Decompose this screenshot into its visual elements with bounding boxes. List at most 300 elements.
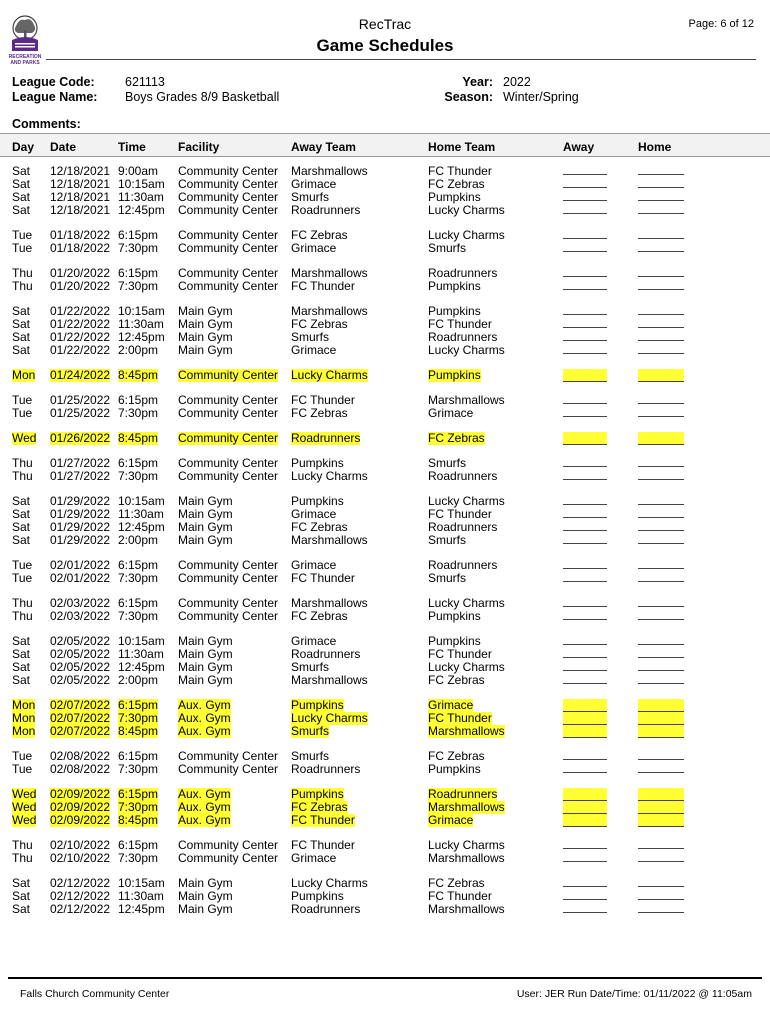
game-day-group <box>0 839 770 865</box>
facility-cell: Main Gym <box>178 673 233 687</box>
home-score-blank <box>638 508 684 518</box>
season-value: Winter/Spring <box>503 90 579 104</box>
home-team-cell: FC Thunder <box>428 647 492 661</box>
home-score-blank <box>638 852 684 862</box>
game-row <box>0 470 770 483</box>
time-cell: 10:15am <box>118 876 165 890</box>
home-team-cell: Grimace <box>428 406 474 420</box>
date-cell: 02/07/2022 <box>50 724 111 738</box>
date-cell: 02/10/2022 <box>50 838 111 852</box>
away-score-blank <box>563 814 607 827</box>
game-row <box>0 801 770 814</box>
time-cell: 6:15pm <box>118 266 159 280</box>
away-score-blank <box>563 394 607 404</box>
app-title: RecTrac <box>358 16 412 32</box>
time-cell: 7:30pm <box>118 406 159 420</box>
home-team-cell: FC Thunder <box>428 711 492 725</box>
away-score-blank <box>563 839 607 849</box>
day-cell: Tue <box>12 558 33 572</box>
away-score-blank <box>563 204 607 214</box>
away-score-blank <box>563 635 607 645</box>
time-cell: 6:15pm <box>118 228 159 242</box>
facility-cell: Main Gym <box>178 343 233 357</box>
game-day-group <box>0 635 770 687</box>
time-cell: 11:30am <box>118 647 164 661</box>
footer-run-info: User: JER Run Date/Time: 01/11/2022 @ 11:05am <box>516 988 752 1000</box>
facility-cell: Aux. Gym <box>178 800 231 814</box>
time-cell: 2:00pm <box>118 533 159 547</box>
facility-cell: Community Center <box>178 596 279 610</box>
away-team-cell: Smurfs <box>291 724 330 738</box>
time-cell: 10:15am <box>118 177 165 191</box>
facility-cell: Aux. Gym <box>178 813 231 827</box>
date-cell: 01/27/2022 <box>50 456 111 470</box>
game-row <box>0 661 770 674</box>
col-day: Day <box>12 140 35 154</box>
away-score-blank <box>563 852 607 862</box>
away-score-blank <box>563 178 607 188</box>
time-cell: 12:45pm <box>118 902 165 916</box>
facility-cell: Main Gym <box>178 494 233 508</box>
home-team-cell: Lucky Charms <box>428 660 505 674</box>
meta-labels-left <box>12 75 97 105</box>
away-team-cell: Marshmallows <box>291 266 368 280</box>
away-team-cell: Smurfs <box>291 190 330 204</box>
away-team-cell: Roadrunners <box>291 431 361 445</box>
day-cell: Tue <box>12 749 33 763</box>
time-cell: 2:00pm <box>118 343 159 357</box>
game-day-group <box>0 597 770 623</box>
league-code-value: 621113 <box>125 75 165 89</box>
time-cell: 6:15pm <box>118 558 159 572</box>
facility-cell: Community Center <box>178 228 279 242</box>
date-cell: 02/03/2022 <box>50 596 111 610</box>
facility-cell: Community Center <box>178 279 279 293</box>
time-cell: 6:15pm <box>118 749 159 763</box>
facility-cell: Community Center <box>178 609 279 623</box>
away-team-cell: Roadrunners <box>291 902 361 916</box>
facility-cell: Main Gym <box>178 660 233 674</box>
day-cell: Sat <box>12 647 31 661</box>
day-cell: Mon <box>12 711 36 725</box>
game-row <box>0 191 770 204</box>
home-score-blank <box>638 280 684 290</box>
day-cell: Thu <box>12 851 33 865</box>
away-score-blank <box>563 801 607 814</box>
home-score-blank <box>638 432 684 445</box>
home-score-blank <box>638 521 684 531</box>
date-cell: 02/05/2022 <box>50 660 111 674</box>
facility-cell: Community Center <box>178 469 279 483</box>
facility-cell: Aux. Gym <box>178 724 231 738</box>
home-team-cell: FC Zebras <box>428 431 485 445</box>
time-cell: 7:30pm <box>118 469 159 483</box>
day-cell: Mon <box>12 698 36 712</box>
home-score-blank <box>638 712 684 725</box>
day-cell: Thu <box>12 279 33 293</box>
away-score-blank <box>563 508 607 518</box>
game-row <box>0 699 770 712</box>
time-cell: 7:30pm <box>118 279 159 293</box>
time-cell: 6:15pm <box>118 596 159 610</box>
game-row <box>0 839 770 852</box>
home-team-cell: Pumpkins <box>428 304 481 318</box>
away-score-blank <box>563 534 607 544</box>
home-score-blank <box>638 635 684 645</box>
game-row <box>0 648 770 661</box>
date-cell: 01/22/2022 <box>50 343 111 357</box>
home-team-cell: FC Thunder <box>428 889 492 903</box>
day-cell: Tue <box>12 406 33 420</box>
day-cell: Sat <box>12 634 31 648</box>
day-cell: Sat <box>12 317 31 331</box>
date-cell: 01/29/2022 <box>50 533 111 547</box>
home-team-cell: FC Zebras <box>428 749 485 763</box>
facility-cell: Community Center <box>178 241 279 255</box>
facility-cell: Main Gym <box>178 330 233 344</box>
home-score-blank <box>638 204 684 214</box>
away-team-cell: Marshmallows <box>291 304 368 318</box>
away-score-blank <box>563 495 607 505</box>
col-home-team: Home Team <box>428 140 496 154</box>
away-score-blank <box>563 903 607 913</box>
home-team-cell: Smurfs <box>428 533 467 547</box>
day-cell: Sat <box>12 876 31 890</box>
time-cell: 9:00am <box>118 164 159 178</box>
away-score-blank <box>563 407 607 417</box>
home-score-blank <box>638 788 684 801</box>
away-team-cell: FC Thunder <box>291 279 355 293</box>
home-score-blank <box>638 572 684 582</box>
away-score-blank <box>563 699 607 712</box>
footer-divider <box>8 977 762 979</box>
home-score-blank <box>638 331 684 341</box>
facility-cell: Community Center <box>178 266 279 280</box>
game-row <box>0 597 770 610</box>
game-row <box>0 242 770 255</box>
home-score-blank <box>638 318 684 328</box>
col-away-team: Away Team <box>291 140 356 154</box>
home-team-cell: FC Zebras <box>428 876 485 890</box>
facility-cell: Community Center <box>178 762 279 776</box>
year-label: Year: <box>462 75 493 89</box>
day-cell: Thu <box>12 609 33 623</box>
time-cell: 12:45pm <box>118 660 165 674</box>
facility-cell: Community Center <box>178 177 279 191</box>
day-cell: Thu <box>12 266 33 280</box>
home-score-blank <box>638 369 684 382</box>
facility-cell: Aux. Gym <box>178 711 231 725</box>
home-score-blank <box>638 495 684 505</box>
time-cell: 7:30pm <box>118 851 159 865</box>
away-score-blank <box>563 267 607 277</box>
day-cell: Thu <box>12 838 33 852</box>
day-cell: Sat <box>12 660 31 674</box>
away-score-blank <box>563 661 607 671</box>
date-cell: 01/24/2022 <box>50 368 111 382</box>
away-score-blank <box>563 344 607 354</box>
day-cell: Tue <box>12 241 33 255</box>
game-day-group <box>0 788 770 827</box>
game-day-group <box>0 305 770 357</box>
home-team-cell: Smurfs <box>428 571 467 585</box>
time-cell: 10:15am <box>118 304 165 318</box>
facility-cell: Community Center <box>178 190 279 204</box>
date-cell: 01/27/2022 <box>50 469 111 483</box>
time-cell: 10:15am <box>118 634 165 648</box>
home-score-blank <box>638 801 684 814</box>
facility-cell: Aux. Gym <box>178 698 231 712</box>
date-cell: 02/12/2022 <box>50 902 111 916</box>
date-cell: 01/20/2022 <box>50 266 111 280</box>
day-cell: Tue <box>12 762 33 776</box>
time-cell: 11:30am <box>118 507 164 521</box>
day-cell: Thu <box>12 469 33 483</box>
time-cell: 8:45pm <box>118 724 159 738</box>
facility-cell: Main Gym <box>178 317 233 331</box>
home-score-blank <box>638 750 684 760</box>
game-day-group <box>0 165 770 217</box>
away-score-blank <box>563 597 607 607</box>
game-row <box>0 331 770 344</box>
meta-labels-right <box>400 75 493 105</box>
away-score-blank <box>563 305 607 315</box>
date-cell: 01/20/2022 <box>50 279 111 293</box>
facility-cell: Aux. Gym <box>178 787 231 801</box>
facility-cell: Community Center <box>178 203 279 217</box>
game-row <box>0 432 770 445</box>
page-number: Page: 6 of 12 <box>688 18 754 30</box>
time-cell: 6:15pm <box>118 787 159 801</box>
home-team-cell: Marshmallows <box>428 800 505 814</box>
facility-cell: Main Gym <box>178 902 233 916</box>
home-score-blank <box>638 725 684 738</box>
home-team-cell: Roadrunners <box>428 266 498 280</box>
away-team-cell: Pumpkins <box>291 698 344 712</box>
time-cell: 7:30pm <box>118 800 159 814</box>
home-team-cell: Pumpkins <box>428 279 481 293</box>
home-score-blank <box>638 344 684 354</box>
date-cell: 01/25/2022 <box>50 393 111 407</box>
away-team-cell: FC Zebras <box>291 406 348 420</box>
home-team-cell: Lucky Charms <box>428 494 505 508</box>
game-row <box>0 534 770 547</box>
away-team-cell: FC Thunder <box>291 571 355 585</box>
facility-cell: Community Center <box>178 431 279 445</box>
home-score-blank <box>638 648 684 658</box>
day-cell: Wed <box>12 431 37 445</box>
away-team-cell: FC Thunder <box>291 813 355 827</box>
away-score-blank <box>563 674 607 684</box>
time-cell: 7:30pm <box>118 711 159 725</box>
col-facility: Facility <box>178 140 220 154</box>
facility-cell: Main Gym <box>178 304 233 318</box>
day-cell: Sat <box>12 203 31 217</box>
away-score-blank <box>563 470 607 480</box>
game-row <box>0 750 770 763</box>
date-cell: 01/25/2022 <box>50 406 111 420</box>
day-cell: Mon <box>12 368 36 382</box>
home-team-cell: FC Zebras <box>428 673 485 687</box>
game-row <box>0 369 770 382</box>
home-score-blank <box>638 534 684 544</box>
game-row <box>0 763 770 776</box>
home-team-cell: Marshmallows <box>428 393 505 407</box>
home-score-blank <box>638 763 684 773</box>
away-team-cell: Pumpkins <box>291 456 344 470</box>
away-score-blank <box>563 572 607 582</box>
date-cell: 02/12/2022 <box>50 876 111 890</box>
away-team-cell: Smurfs <box>291 749 330 763</box>
day-cell: Sat <box>12 507 31 521</box>
game-row <box>0 344 770 357</box>
game-row <box>0 318 770 331</box>
date-cell: 02/12/2022 <box>50 889 111 903</box>
day-cell: Wed <box>12 787 37 801</box>
facility-cell: Community Center <box>178 571 279 585</box>
col-date: Date <box>50 140 77 154</box>
home-team-cell: Smurfs <box>428 241 467 255</box>
away-score-blank <box>563 890 607 900</box>
facility-cell: Community Center <box>178 393 279 407</box>
away-team-cell: FC Thunder <box>291 393 355 407</box>
home-score-blank <box>638 674 684 684</box>
date-cell: 02/08/2022 <box>50 762 111 776</box>
season-label: Season: <box>444 90 493 104</box>
col-home-score: Home <box>638 140 672 154</box>
game-row <box>0 788 770 801</box>
away-team-cell: Roadrunners <box>291 647 361 661</box>
day-cell: Sat <box>12 902 31 916</box>
away-score-blank <box>563 191 607 201</box>
away-score-blank <box>563 242 607 252</box>
away-score-blank <box>563 788 607 801</box>
game-row <box>0 559 770 572</box>
report-title: Game Schedules <box>316 36 454 55</box>
date-cell: 01/22/2022 <box>50 317 111 331</box>
date-cell: 01/29/2022 <box>50 507 111 521</box>
col-time: Time <box>118 140 146 154</box>
home-score-blank <box>638 165 684 175</box>
away-score-blank <box>563 559 607 569</box>
away-score-blank <box>563 610 607 620</box>
home-score-blank <box>638 191 684 201</box>
date-cell: 01/22/2022 <box>50 330 111 344</box>
game-row <box>0 394 770 407</box>
home-team-cell: Lucky Charms <box>428 838 505 852</box>
home-team-cell: Lucky Charms <box>428 343 505 357</box>
meta-values-left <box>125 75 279 105</box>
game-day-group <box>0 457 770 483</box>
time-cell: 11:30am <box>118 190 164 204</box>
game-row <box>0 508 770 521</box>
away-score-blank <box>563 229 607 239</box>
game-day-group <box>0 394 770 420</box>
home-team-cell: Roadrunners <box>428 469 498 483</box>
col-away-score: Away <box>563 140 595 154</box>
day-cell: Wed <box>12 813 37 827</box>
day-cell: Sat <box>12 330 31 344</box>
game-row <box>0 635 770 648</box>
home-team-cell: FC Thunder <box>428 317 492 331</box>
time-cell: 6:15pm <box>118 698 159 712</box>
game-row <box>0 204 770 217</box>
home-team-cell: Lucky Charms <box>428 596 505 610</box>
home-score-blank <box>638 305 684 315</box>
day-cell: Sat <box>12 177 31 191</box>
date-cell: 12/18/2021 <box>50 190 111 204</box>
away-team-cell: Pumpkins <box>291 889 344 903</box>
date-cell: 02/09/2022 <box>50 787 111 801</box>
facility-cell: Community Center <box>178 838 279 852</box>
away-score-blank <box>563 648 607 658</box>
time-cell: 7:30pm <box>118 571 159 585</box>
column-header-row <box>0 133 770 157</box>
date-cell: 02/03/2022 <box>50 609 111 623</box>
away-team-cell: Marshmallows <box>291 164 368 178</box>
away-team-cell: Pumpkins <box>291 787 344 801</box>
away-score-blank <box>563 457 607 467</box>
game-row <box>0 407 770 420</box>
game-row <box>0 610 770 623</box>
facility-cell: Main Gym <box>178 507 233 521</box>
away-team-cell: FC Thunder <box>291 838 355 852</box>
facility-cell: Main Gym <box>178 634 233 648</box>
home-score-blank <box>638 559 684 569</box>
time-cell: 7:30pm <box>118 609 159 623</box>
home-team-cell: Grimace <box>428 813 474 827</box>
game-row <box>0 457 770 470</box>
game-day-group <box>0 750 770 776</box>
away-team-cell: Roadrunners <box>291 762 361 776</box>
home-score-blank <box>638 407 684 417</box>
logo-text: RECREATION AND PARKS <box>8 54 42 66</box>
home-team-cell: Roadrunners <box>428 787 498 801</box>
time-cell: 2:00pm <box>118 673 159 687</box>
time-cell: 11:30am <box>118 889 164 903</box>
day-cell: Sat <box>12 533 31 547</box>
home-score-blank <box>638 903 684 913</box>
home-score-blank <box>638 178 684 188</box>
home-team-cell: Roadrunners <box>428 330 498 344</box>
facility-cell: Community Center <box>178 749 279 763</box>
date-cell: 02/09/2022 <box>50 800 111 814</box>
away-score-blank <box>563 877 607 887</box>
time-cell: 6:15pm <box>118 838 159 852</box>
game-row <box>0 305 770 318</box>
away-score-blank <box>563 331 607 341</box>
day-cell: Thu <box>12 596 33 610</box>
facility-cell: Community Center <box>178 164 279 178</box>
home-score-blank <box>638 610 684 620</box>
home-team-cell: Marshmallows <box>428 724 505 738</box>
date-cell: 12/18/2021 <box>50 203 111 217</box>
away-team-cell: FC Zebras <box>291 520 348 534</box>
home-team-cell: Pumpkins <box>428 609 481 623</box>
footer-location: Falls Church Community Center <box>20 988 170 1000</box>
away-score-blank <box>563 750 607 760</box>
game-day-group <box>0 877 770 916</box>
home-team-cell: Marshmallows <box>428 851 505 865</box>
away-score-blank <box>563 318 607 328</box>
home-team-cell: Roadrunners <box>428 558 498 572</box>
away-team-cell: Pumpkins <box>291 494 344 508</box>
home-score-blank <box>638 267 684 277</box>
date-cell: 02/05/2022 <box>50 647 111 661</box>
away-team-cell: Grimace <box>291 558 337 572</box>
away-score-blank <box>563 280 607 290</box>
home-team-cell: Lucky Charms <box>428 228 505 242</box>
